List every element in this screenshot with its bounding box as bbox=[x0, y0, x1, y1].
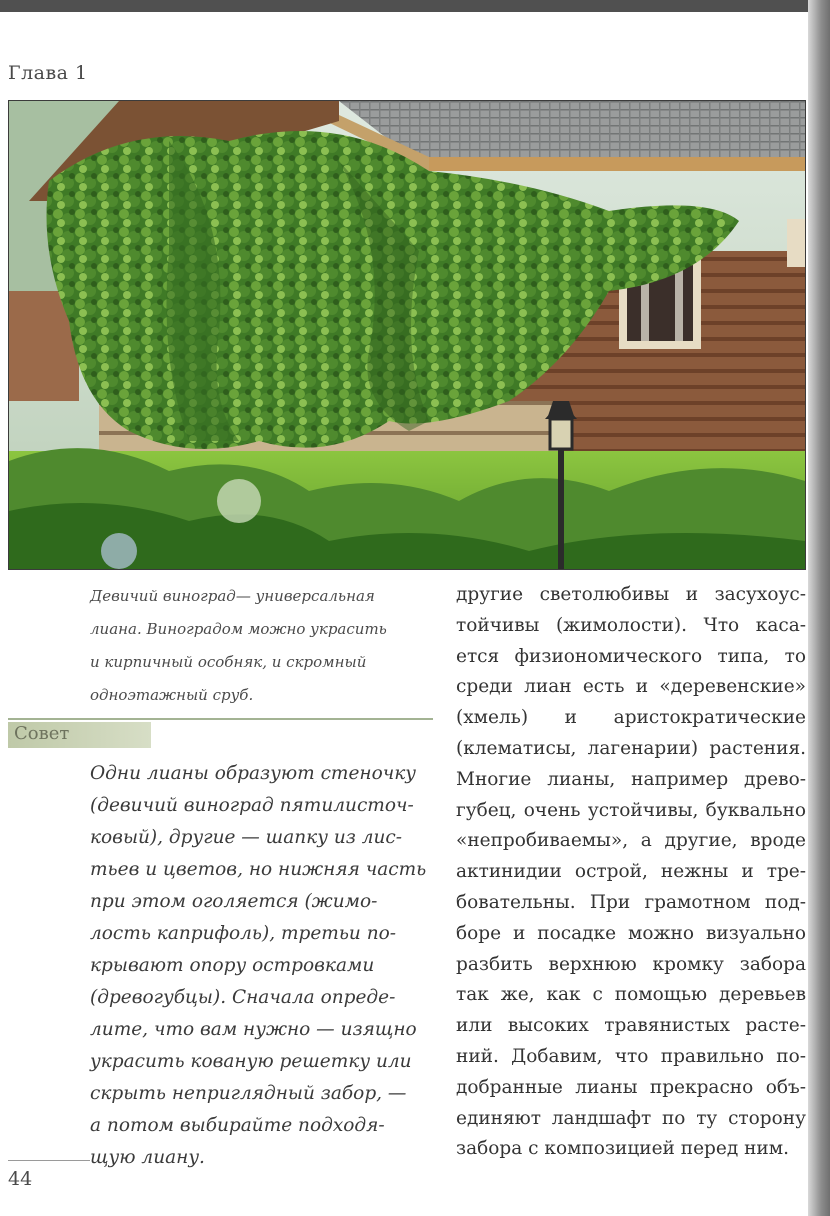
body-line: боре и посадке можно визуально bbox=[456, 922, 806, 944]
advice-line: тьев и цветов, но нижняя часть bbox=[90, 859, 427, 880]
advice-line: ковый), другие — шапку из лис- bbox=[90, 827, 403, 848]
advice-line: украсить кованую решетку или bbox=[90, 1051, 412, 1072]
advice-line: Одни лианы образуют стеночку bbox=[90, 763, 417, 784]
advice-line: лость каприфоль), третьи по- bbox=[90, 923, 397, 944]
body-line: Многие лианы, например древо- bbox=[456, 768, 806, 790]
advice-line: скрыть неприглядный забор, — bbox=[90, 1083, 407, 1104]
body-line: «непробиваемы», а другие, вроде bbox=[456, 830, 806, 852]
advice-text bbox=[90, 758, 430, 1174]
advice-divider bbox=[8, 718, 433, 720]
body-line: (хмель) и аристократические bbox=[456, 707, 806, 729]
photo-caption bbox=[90, 580, 400, 712]
body-line: разбить верхнюю кромку забора bbox=[456, 953, 806, 975]
body-line: бовательны. При грамотном под- bbox=[456, 891, 806, 913]
body-line: добранные лианы прекрасно объ- bbox=[456, 1076, 806, 1098]
body-line: или высоких травянистых расте- bbox=[456, 1015, 806, 1037]
page-number: 44 bbox=[8, 1168, 33, 1190]
caption-line: лиана. Виноградом можно украсить bbox=[90, 620, 387, 638]
advice-line: (девичий виноград пятилисточ- bbox=[90, 795, 414, 816]
scan-top-edge bbox=[0, 0, 830, 12]
house-with-vines-photo bbox=[8, 100, 806, 570]
body-line: (клематисы, лагенарии) растения. bbox=[456, 737, 806, 759]
caption-line: и кирпичный особняк, и скромный bbox=[90, 653, 367, 671]
body-line: единяют ландшафт по ту сторону bbox=[456, 1107, 806, 1129]
caption-line: Девичий виноград— универсальная bbox=[90, 587, 375, 605]
body-line: ется физиономического типа, то bbox=[456, 645, 806, 667]
scan-right-edge bbox=[808, 0, 830, 1216]
body-line: актинидии острой, нежны и тре- bbox=[456, 861, 806, 883]
advice-line: (древогубцы). Сначала опреде- bbox=[90, 987, 396, 1008]
body-line: губец, очень устойчивы, буквально bbox=[456, 799, 806, 821]
body-line: ний. Добавим, что правильно по- bbox=[456, 1045, 806, 1067]
body-line: тойчивы (жимолости). Что каса- bbox=[456, 614, 806, 636]
body-line: так же, как с помощью деревьев bbox=[456, 984, 806, 1006]
page-number-rule bbox=[8, 1160, 90, 1161]
caption-line: одноэтажный сруб. bbox=[90, 686, 254, 704]
advice-line: крывают опору островками bbox=[90, 955, 375, 976]
advice-label: Совет bbox=[14, 723, 70, 744]
photo-illustration bbox=[9, 101, 805, 569]
advice-line: при этом оголяется (жимо- bbox=[90, 891, 378, 912]
body-line: среди лиан есть и «деревенские» bbox=[456, 676, 806, 698]
advice-line: щую лиану. bbox=[90, 1147, 205, 1168]
body-line: забора с композицией перед ним. bbox=[456, 1138, 790, 1160]
advice-label-box bbox=[8, 722, 151, 748]
chapter-heading: Глава 1 bbox=[8, 62, 88, 84]
body-text-column bbox=[456, 580, 806, 1165]
advice-line: а потом выбирайте подходя- bbox=[90, 1115, 385, 1136]
body-line: другие светолюбивы и засухоус- bbox=[456, 584, 806, 605]
advice-line: лите, что вам нужно — изящно bbox=[90, 1019, 417, 1040]
